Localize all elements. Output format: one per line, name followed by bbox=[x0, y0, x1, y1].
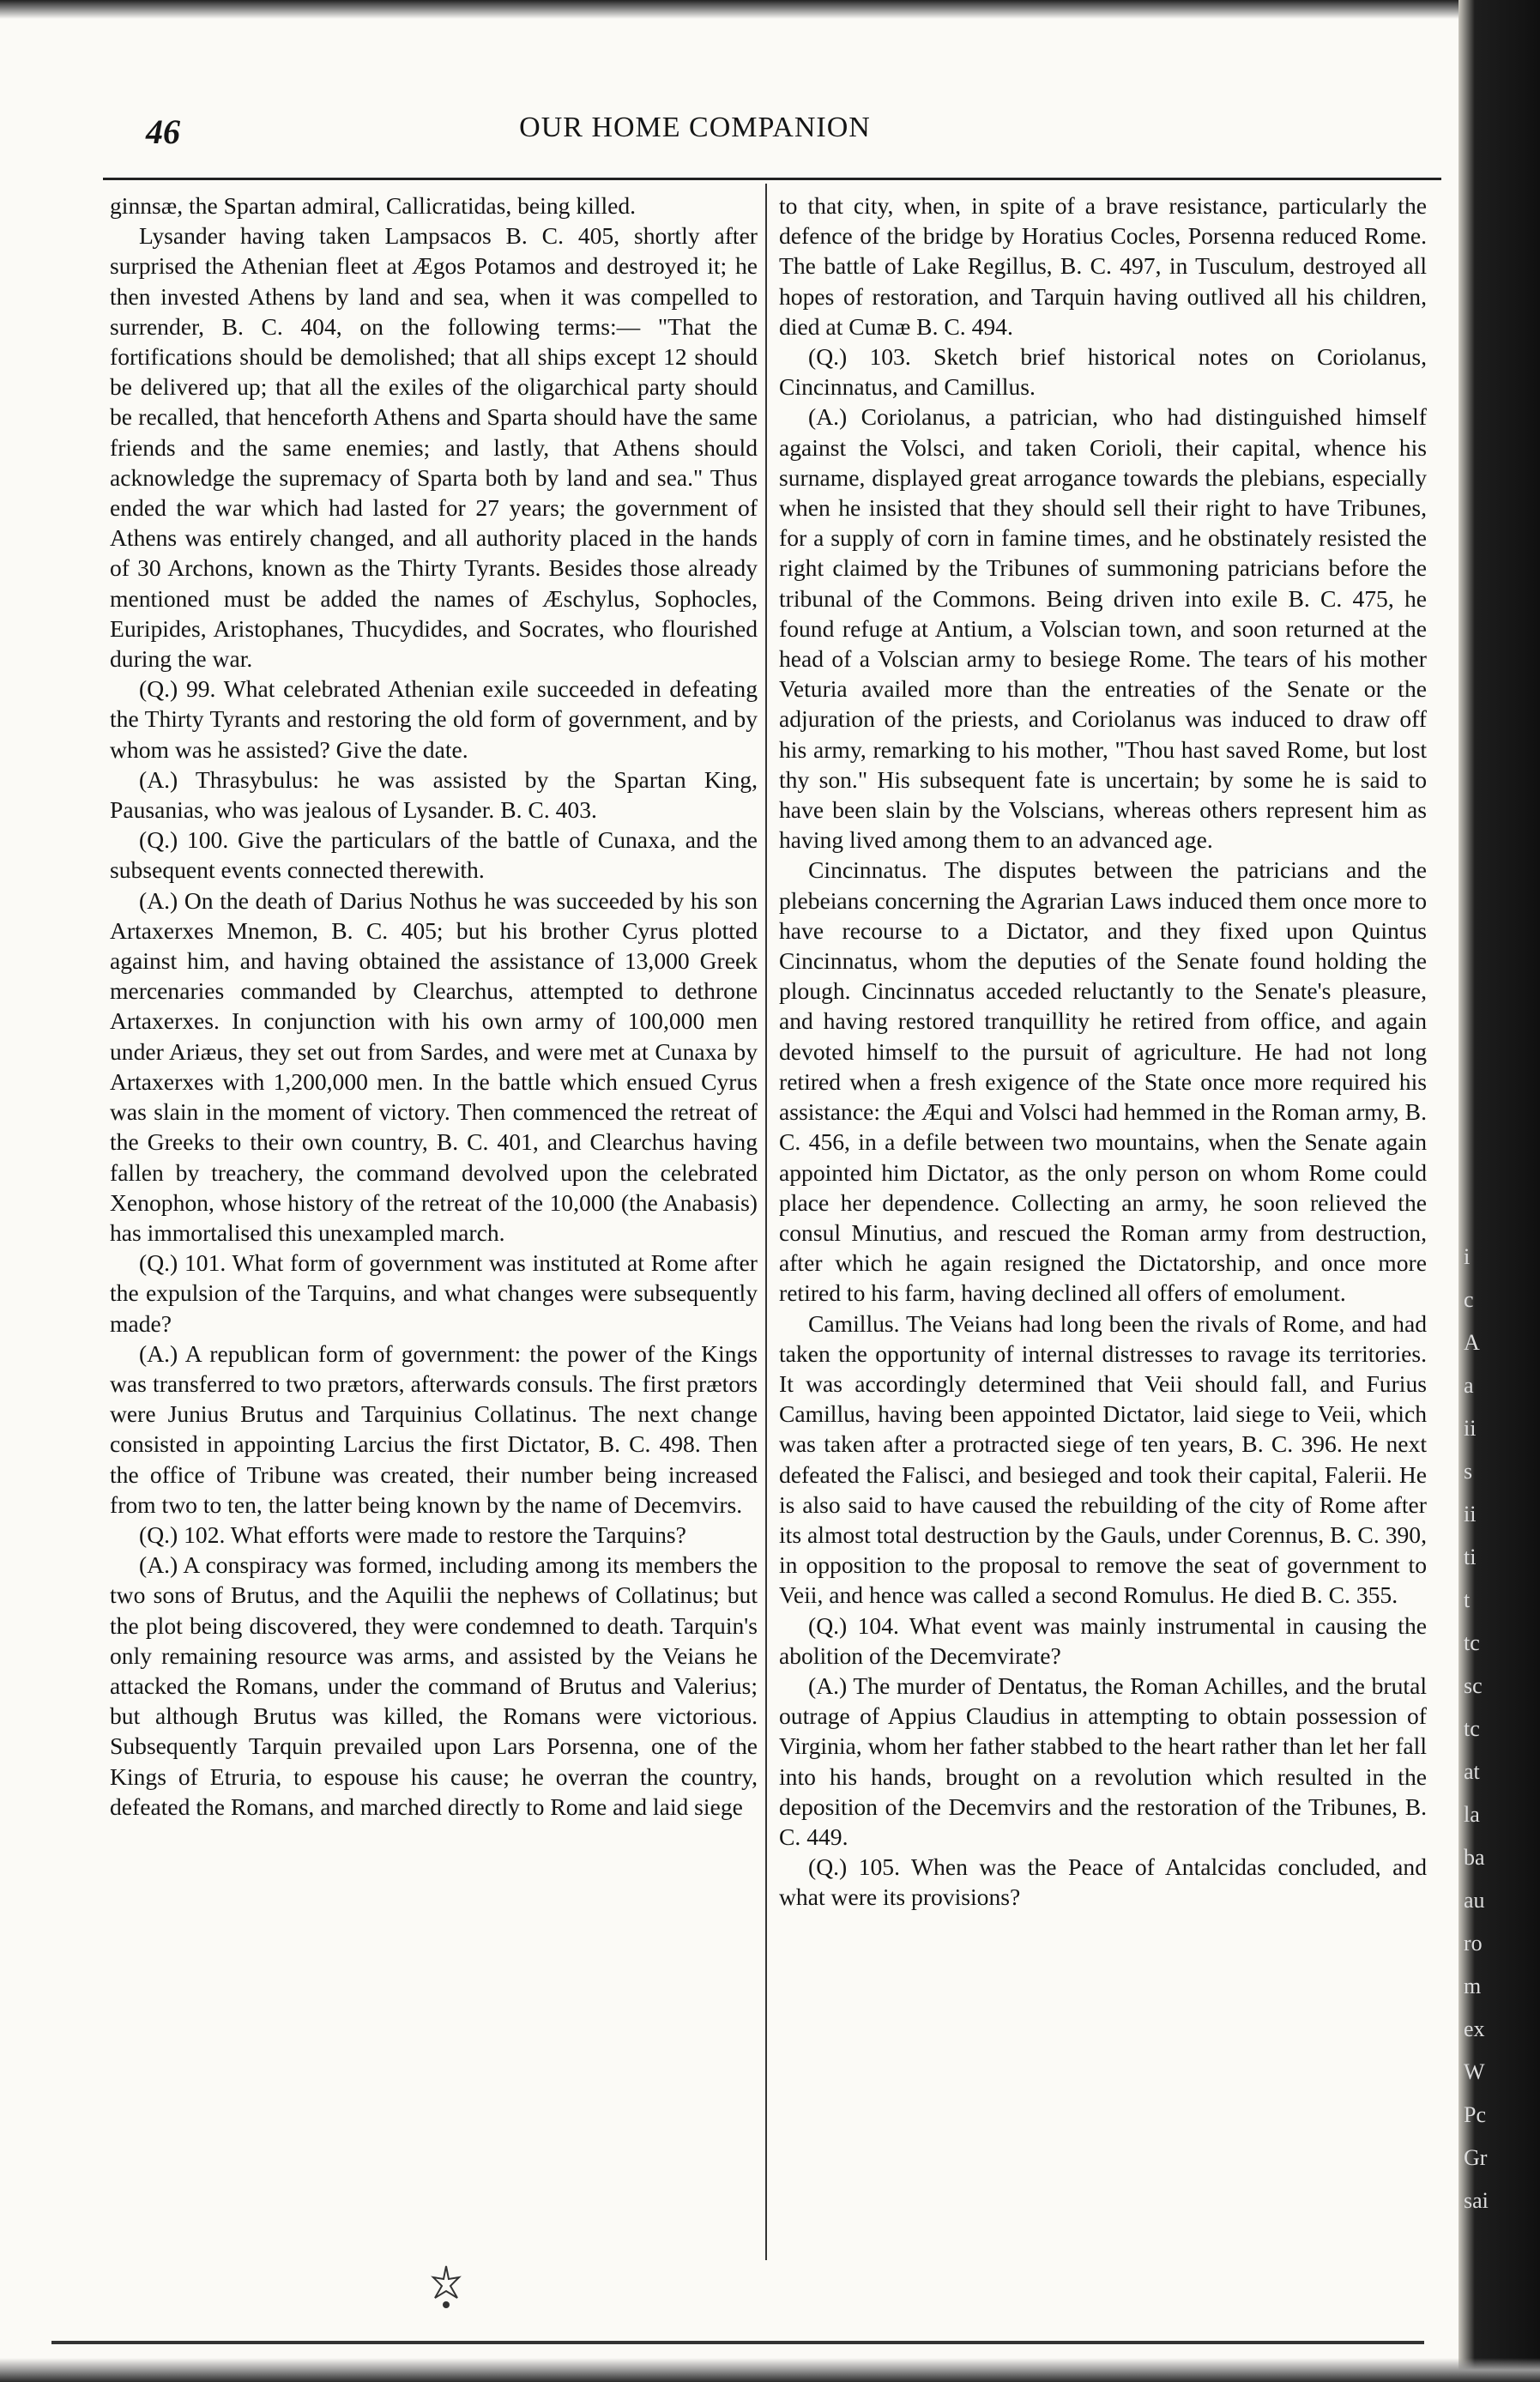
page-number: 46 bbox=[146, 112, 180, 151]
answer-paragraph: (A.) Thrasybulus: he was assisted by the Spartan King, Pausanias, who was jealous of Lysander. B. C. 403. bbox=[110, 765, 758, 824]
margin-fragment: au bbox=[1464, 1888, 1485, 1913]
answer-paragraph: (A.) Coriolanus, a patrician, who had distinguished himself against the Volsci, and taken Corioli, their capital, whence his surname, displayed great arrogance towards the plebians, especially when he insisted that they should sell their right to have Tribunes, for a supply of corn in famine times, and he obstinately resisted the right claimed by the Tribunes of summoning patricians before the tribunal of the Commons. Being driven into exile B. C. 475, he found refuge at Antium, a Volscian town, and soon returned at the head of a Volscian army to besiege Rome. The tears of his mother Veturia availed more than the entreaties of the Senate or the adjuration of the priests, and Coriolanus was induced to draw off his army, remarking to his mother, "Thou hast saved Rome, but lost thy son." His subsequent fate is uncertain; by some he is said to have been slain by the Volscians, whereas others represent him as having lived among them to an advanced age. bbox=[779, 403, 1427, 854]
margin-fragment: A bbox=[1464, 1330, 1480, 1355]
bottom-rule bbox=[51, 2341, 1424, 2344]
margin-fragment: ba bbox=[1464, 1845, 1485, 1870]
question-paragraph: (Q.) 103. Sketch brief historical notes on Coriolanus, Cincinnatus, and Camillus. bbox=[779, 343, 1427, 401]
margin-fragment: m bbox=[1464, 1974, 1482, 1998]
margin-fragment: ii bbox=[1464, 1502, 1477, 1527]
margin-fragment: sc bbox=[1464, 1673, 1483, 1698]
margin-fragment: c bbox=[1464, 1287, 1474, 1312]
margin-fragment: s bbox=[1464, 1459, 1473, 1484]
question-paragraph: (Q.) 105. When was the Peace of Antalcidas concluded, and what were its provisions? bbox=[779, 1853, 1427, 1911]
answer-paragraph: (A.) The murder of Dentatus, the Roman Achilles, and the brutal outrage of Appius Claudius in attempting to obtain possession of Virginia, whom her father stabbed to the heart rather than let her fall into his hands, brought on a revolution which resulted in the deposition of the Decemvirs and the restoration of the Tribunes, B. C. 449. bbox=[779, 1672, 1427, 1850]
adjacent-page-fragments bbox=[1464, 1236, 1498, 2222]
answer-paragraph: (A.) On the death of Darius Nothus he was succeeded by his son Artaxerxes Mnemon, B. C. 405; but his brother Cyrus plotted against him, and having obtained the assistance of 13,000 Greek mercenaries commanded by Clearchus, attempted to dethrone Artaxerxes. In conjunction with his own army of 100,000 men under Ariæus, they set out from Sardes, and were met at Cunaxa by Artaxerxes with 1,200,000 men. In the battle which ensued Cyrus was slain in the moment of victory. Then commenced the retreat of the Greeks to their own country, B. C. 401, and Clearchus having fallen by treachery, the command devolved upon the celebrated Xenophon, whose history of the retreat of the 10,000 (the Anabasis) has immortalised this unexampled march. bbox=[110, 886, 758, 1246]
column-divider bbox=[765, 184, 767, 2260]
question-paragraph: (Q.) 100. Give the particulars of the battle of Cunaxa, and the subsequent events connected therewith. bbox=[110, 826, 758, 884]
margin-fragment: ro bbox=[1464, 1931, 1483, 1956]
margin-fragment: Pc bbox=[1464, 2102, 1486, 2127]
margin-fragment: tc bbox=[1464, 1716, 1480, 1741]
paragraph: Cincinnatus. The disputes between the patricians and the plebeians concerning the Agrarian Laws induced them once more to have recourse to a Dictator, and they fixed upon Quintus Cincinnatus, whom the deputies of the Senate found holding the plough. Cincinnatus acceded reluctantly to the Senate's pleasure, and having restored tranquillity he retired from office, and again devoted himself to the pursuit of agriculture. He had not long retired when a fresh exigence of the State once more required his assistance: the Æqui and Volsci had hemmed in the Roman army, B. C. 456, in a defile between two mountains, when the Senate again appointed him Dictator, as the only person on whom Rome could place her dependence. Collecting an army, he soon relieved the consul Minutius, and rescued the Roman army from destruction, after which he again resigned the Dictatorship, and once more retired to his farm, having declined all offers of emolument. bbox=[779, 856, 1427, 1307]
margin-fragment: Gr bbox=[1464, 2145, 1488, 2170]
right-column bbox=[779, 190, 1427, 1913]
answer-paragraph: (A.) A republican form of government: the power of the Kings was transferred to two prætors, afterwards consuls. The first prætors were Junius Brutus and Tarquinius Collatinus. The next change consisted in appointing Larcius the first Dictator, B. C. 498. Then the office of Tribune was created, their number being increased from two to ten, the latter being known by the name of Decemvirs. bbox=[110, 1339, 758, 1518]
scan-top-edge bbox=[0, 0, 1540, 19]
margin-fragment: W bbox=[1464, 2059, 1485, 2084]
printer-ornament-icon bbox=[425, 2262, 468, 2313]
header-rule bbox=[103, 178, 1441, 180]
paragraph: to that city, when, in spite of a brave resistance, particularly the defence of the bridge by Horatius Cocles, Porsenna reduced Rome. The battle of Lake Regillus, B. C. 497, in Tusculum, destroyed all hopes of restoration, and Tarquin having outlived all his children, died at Cumæ B. C. 494. bbox=[779, 192, 1427, 340]
margin-fragment: at bbox=[1464, 1759, 1480, 1784]
question-paragraph: (Q.) 101. What form of government was instituted at Rome after the expulsion of the Tarquins, and what changes were subsequently made? bbox=[110, 1249, 758, 1337]
paragraph: Camillus. The Veians had long been the rivals of Rome, and had taken the opportunity of internal distresses to ravage its territories. It was accordingly determined that Veii should fall, and Furius Camillus, having been appointed Dictator, laid siege to Veii, which was taken after a protracted siege of ten years, B. C. 396. He next defeated the Falisci, and besieged and took their capital, Falerii. He is also said to have caused the rebuilding of the city of Rome after its almost total destruction by the Gauls, under Corennus, B. C. 390, in opposition to the proposal to remove the seat of government to Veii, and hence was called a second Romulus. He died B. C. 355. bbox=[779, 1309, 1427, 1609]
scan-bottom-edge bbox=[0, 2358, 1540, 2382]
paragraph: ginnsæ, the Spartan admiral, Callicratidas, being killed. bbox=[110, 192, 637, 219]
margin-fragment: t bbox=[1464, 1587, 1471, 1612]
margin-fragment: ti bbox=[1464, 1545, 1477, 1569]
left-column bbox=[110, 190, 758, 1822]
margin-fragment: sai bbox=[1464, 2188, 1489, 2213]
margin-fragment: ii bbox=[1464, 1416, 1477, 1441]
question-paragraph: (Q.) 102. What efforts were made to restore the Tarquins? bbox=[139, 1520, 686, 1548]
margin-fragment: la bbox=[1464, 1802, 1480, 1827]
answer-paragraph: (A.) A conspiracy was formed, including among its members the two sons of Brutus, and the Aquilii the nephews of Collatinus; but the plot being discovered, they were condemned to death. Tarquin's only remaining resource was arms, and assisted by the Veians he attacked the Romans, under the command of Brutus and Valerius; but although Brutus was killed, the Romans were victorious. Subsequently Tarquin prevailed upon Lars Porsenna, one of the Kings of Etruria, to espouse his cause; he overran the country, defeated the Romans, and marched directly to Rome and laid siege bbox=[110, 1551, 758, 1820]
running-header-title: OUR HOME COMPANION bbox=[519, 112, 871, 143]
question-paragraph: (Q.) 99. What celebrated Athenian exile succeeded in defeating the Thirty Tyrants and restoring the old form of government, and by whom was he assisted? Give the date. bbox=[110, 675, 758, 763]
margin-fragment: a bbox=[1464, 1373, 1474, 1398]
margin-fragment: ex bbox=[1464, 2016, 1485, 2041]
paragraph: Lysander having taken Lampsacos B. C. 405, shortly after surprised the Athenian fleet at Ægos Potamos and destroyed it; he then invested Athens by land and sea, when it was compelled to surrender, B. C. 404, on the following terms:— "That the fortifications should be demolished; that all ships except 12 should be delivered up; that all the exiles of the oligarchical party should be recalled, that henceforth Athens and Sparta should have the same friends and the same enemies; and lastly, that Athens should acknowledge the supremacy of Sparta both by land and sea." Thus ended the war which had lasted for 27 years; the government of Athens was entirely changed, and all authority placed in the hands of 30 Archons, known as the Thirty Tyrants. Besides those already mentioned must be added the names of Æschylus, Sophocles, Euripides, Aristophanes, Thucydides, and Socrates, who flourished during the war. bbox=[110, 222, 758, 673]
margin-fragment: i bbox=[1464, 1244, 1471, 1269]
question-paragraph: (Q.) 104. What event was mainly instrumental in causing the abolition of the Decemvirate? bbox=[779, 1611, 1427, 1669]
margin-fragment: tc bbox=[1464, 1630, 1480, 1655]
